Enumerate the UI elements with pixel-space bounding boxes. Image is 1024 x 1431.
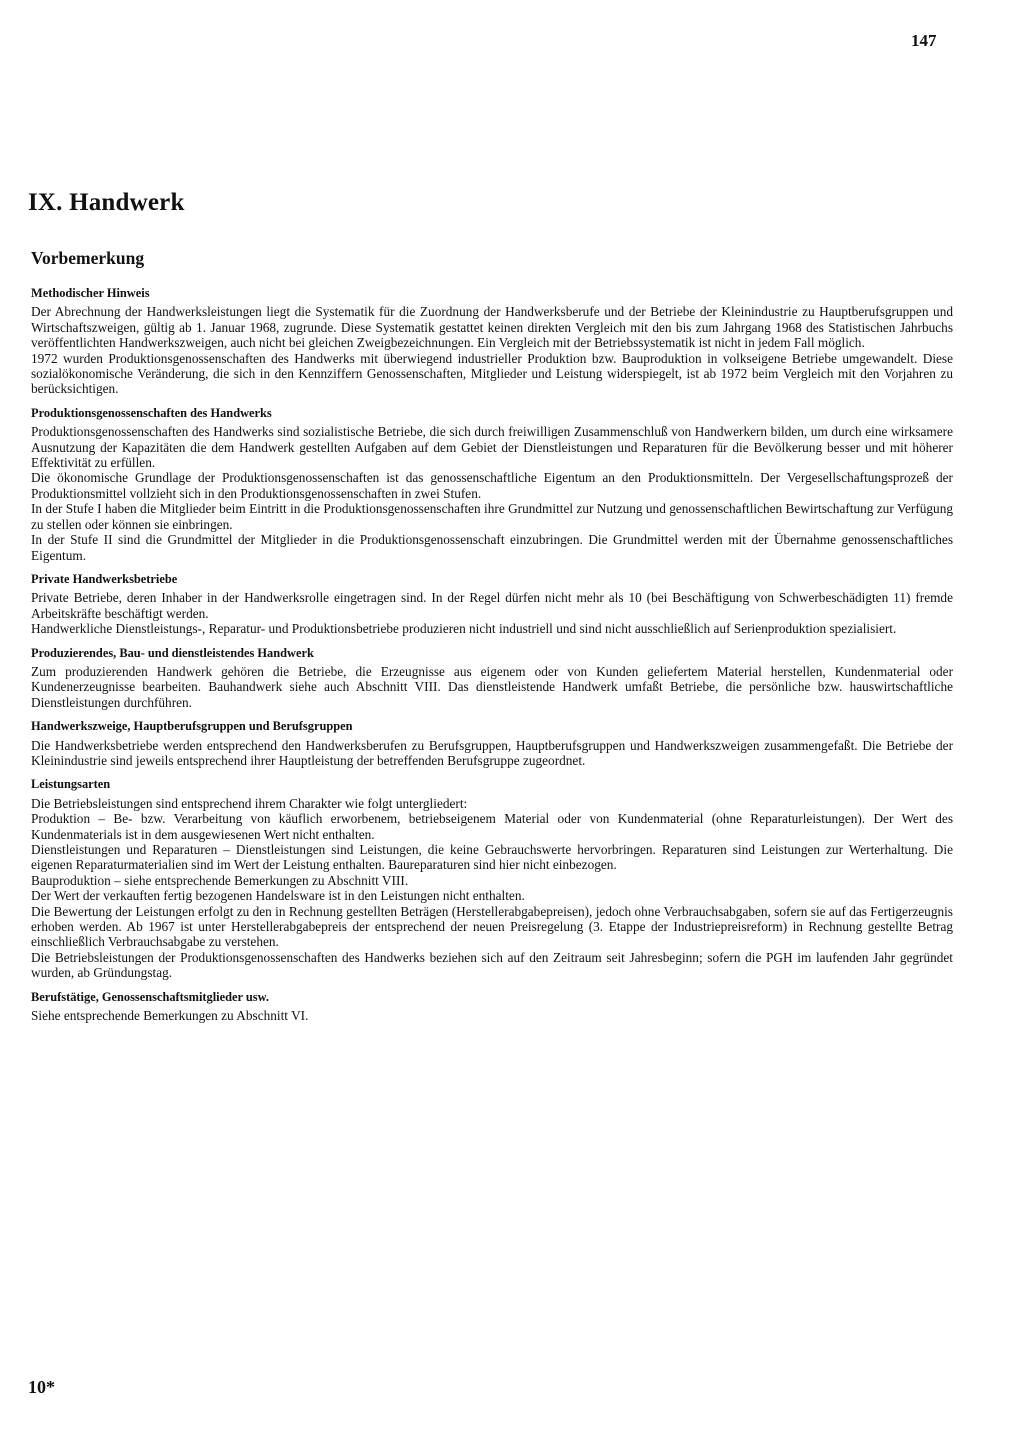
section-heading: Methodischer Hinweis — [31, 286, 150, 300]
page-number: 147 — [911, 31, 937, 50]
section-produzierendes-handwerk — [31, 646, 953, 711]
signature-mark: 10* — [28, 1377, 55, 1397]
paragraph: Bauproduktion – siehe entsprechende Bemerkungen zu Abschnitt VIII. — [31, 872, 409, 888]
preliminary-remark-heading: Vorbemerkung — [31, 248, 145, 268]
paragraph: Dienstleistungen und Reparaturen – Dienstleistungen sind Leistungen, die keine Gebrauchswerte hervorbringen. Reparaturen sind Leistungen zur Werterhaltung. Die eigenen Reparaturmaterialien sind im Wert der Leistung enthalten. Baureparaturen sind hier nicht einbezogen. — [31, 842, 953, 873]
paragraph: 1972 wurden Produktionsgenossenschaften des Handwerks mit überwiegend industrieller Produktion bzw. Bauproduktion in volkseigene Betriebe umgewandelt. Diese sozialökonomische Veränderung, die sich in den Kennziffern Genossenschaften, Mitglieder und Leistung widerspiegelt, ist ab 1972 beim Vergleich mit den Vorjahren zu berücksichtigen. — [31, 350, 953, 397]
paragraph: In der Stufe I haben die Mitglieder beim Eintritt in die Produktionsgenossenschaften ihre Grundmittel zur Nutzung und genossenschaftlichen Bewirtschaftung zur Verfügung zu stellen oder können sie einbringen. — [31, 501, 953, 532]
section-heading: Handwerkszweige, Hauptberufsgruppen und Berufsgruppen — [31, 719, 353, 734]
section-heading: Berufstätige, Genossenschaftsmitglieder usw. — [31, 989, 269, 1004]
section-produktionsgenossenschaften — [31, 406, 953, 563]
paragraph: Produktion – Be- bzw. Verarbeitung von käuflich erworbenem, betriebseigenem Material oder von Kundenmaterial (ohne Reparaturleistungen). Der Wert des Kundenmaterials ist in dem ausgewiesenen Wert nicht enthalten. — [31, 811, 953, 842]
chapter-title: IX. Handwerk — [28, 189, 185, 216]
paragraph: Der Abrechnung der Handwerksleistungen liegt die Systematik für die Zuordnung der Handwerksberufe und der Betriebe der Kleinindustrie zu Hauptberufsgruppen und Wirtschaftszweigen, gültig ab 1. Januar 1968, zugrunde. Diese Systematik gestattet keinen direkten Vergleich mit den bis zum Jahrgang 1968 des Statistischen Jahrbuchs veröffentlichten Handwerkszweigen, auch nicht bei gleichen Zweigbezeichnungen. Ein Vergleich mit der Betriebssystematik ist nicht in jedem Fall möglich. — [31, 304, 953, 351]
section-handwerkszweige — [31, 719, 953, 768]
paragraph: In der Stufe II sind die Grundmittel der Mitglieder in die Produktionsgenossenschaft einzubringen. Die Grundmittel werden mit der Übernahme genossenschaftliches Eigentum. — [31, 532, 953, 563]
paragraph: Handwerkliche Dienstleistungs-, Reparatur- und Produktionsbetriebe produzieren nicht industriell und sind nicht ausschließlich auf Serienproduktion spezialisiert. — [31, 621, 897, 637]
paragraph: Die Betriebsleistungen der Produktionsgenossenschaften des Handwerks beziehen sich auf den Zeitraum seit Jahresbeginn; sofern die PGH im laufenden Jahr gegründet wurden, ab Gründungstag. — [31, 949, 953, 981]
paragraph: Produktionsgenossenschaften des Handwerks sind sozialistische Betriebe, die sich durch freiwilligen Zusammenschluß von Handwerkern bilden, um durch eine wirksamere Ausnutzung der Kapazitäten die dem Handwerk gestellten Aufgaben auf dem Gebiet der Dienstleistungen und Reparaturen für die Bevölkerung besser und mit höherer Effektivität zu erfüllen. — [31, 424, 953, 471]
section-berufstaetige — [31, 990, 953, 1024]
paragraph: Zum produzierenden Handwerk gehören die Betriebe, die Erzeugnisse aus eigenem oder von Kunden geliefertem Material herstellen, Kundenmaterial oder Kundenerzeugnisse bearbeiten. Bauhandwerk siehe auch Abschnitt VIII. Das dienstleistende Handwerk umfaßt Betriebe, die persönliche bzw. hauswirtschaftliche Dienstleistungen durchführen. — [31, 663, 953, 710]
paragraph: Siehe entsprechende Bemerkungen zu Abschnitt VI. — [31, 1008, 309, 1024]
document-body — [31, 286, 953, 1023]
section-private-handwerksbetriebe — [31, 572, 953, 637]
section-heading: Produktionsgenossenschaften des Handwerks — [31, 405, 272, 420]
paragraph: Die ökonomische Grundlage der Produktionsgenossenschaften ist das genossenschaftliche Eigentum an den Produktionsmitteln. Der Vergesellschaftungsprozeß der Produktionsmittel vollzieht sich in den Produktionsgenossenschaften in zwei Stufen. — [31, 470, 953, 501]
section-methodischer-hinweis — [31, 286, 953, 397]
paragraph: Die Bewertung der Leistungen erfolgt zu den in Rechnung gestellten Beträgen (Herstellerabgabepreisen), jedoch ohne Verbrauchsabgaben, sofern sie auf das Fertigerzeugnis erhoben werden. Ab 1967 ist unter Herstellerabgabepreis der entsprechend der neuen Preisregelung (3. Etappe der Industriepreisreform) in Rechnung gestellte Betrag einschließlich Verbrauchsabgabe zu verstehen. — [31, 903, 953, 950]
paragraph: Die Handwerksbetriebe werden entsprechend den Handwerksberufen zu Berufsgruppen, Hauptberufsgruppen und Handwerkszweigen zusammengefaßt. Die Betriebe der Kleinindustrie sind jeweils entsprechend ihrer Hauptleistung der betreffenden Berufsgruppe zugeordnet. — [31, 737, 953, 768]
paragraph: Der Wert der verkauften fertig bezogenen Handelsware ist in den Leistungen nicht enthalten. — [31, 888, 525, 904]
paragraph: Private Betriebe, deren Inhaber in der Handwerksrolle eingetragen sind. In der Regel dürfen nicht mehr als 10 (bei Beschäftigung von Schwerbeschädigten 11) fremde Arbeitskräfte beschäftigt werden. — [31, 590, 953, 621]
section-leistungsarten — [31, 777, 953, 980]
section-heading: Leistungsarten — [31, 777, 111, 792]
paragraph: Die Betriebsleistungen sind entsprechend ihrem Charakter wie folgt untergliedert: — [31, 795, 468, 811]
section-heading: Private Handwerksbetriebe — [31, 571, 178, 586]
section-heading: Produzierendes, Bau- und dienstleistendes Handwerk — [31, 645, 314, 660]
